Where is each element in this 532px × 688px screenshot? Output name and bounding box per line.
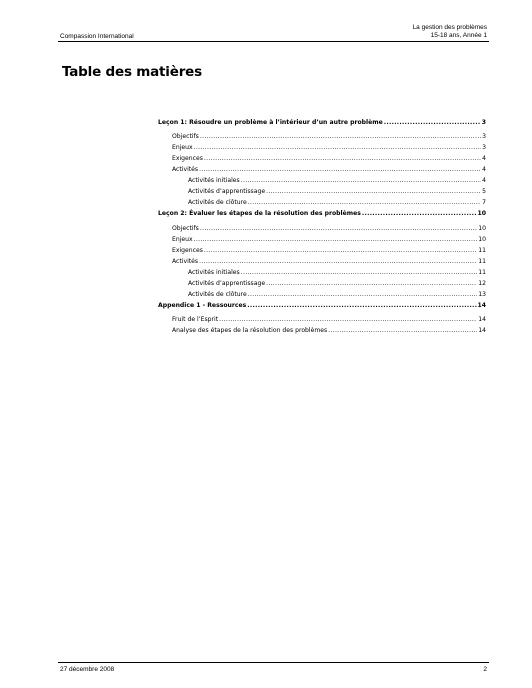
toc-entry-page: 11 xyxy=(478,269,486,276)
toc-entry-title: Exigences xyxy=(172,155,203,162)
toc-dot-leader xyxy=(362,210,477,217)
toc-dot-leader xyxy=(219,316,477,323)
toc-entry-page: 12 xyxy=(478,280,486,287)
toc-entry-title: Activités de clôture xyxy=(188,291,247,298)
toc-entry[interactable] xyxy=(158,144,486,153)
toc-entry[interactable] xyxy=(158,225,486,234)
toc-dot-leader xyxy=(194,144,481,151)
toc-entry-page: 3 xyxy=(482,133,486,140)
toc-dot-leader xyxy=(241,269,478,276)
toc-entry[interactable] xyxy=(158,188,486,197)
toc-dot-leader xyxy=(247,302,476,309)
toc-entry[interactable] xyxy=(158,327,486,336)
toc-dot-leader xyxy=(266,188,481,195)
toc-entry-page: 4 xyxy=(482,166,486,173)
toc-entry-page: 11 xyxy=(478,247,486,254)
toc-entry-title: Activités d’apprentissage xyxy=(188,188,266,195)
toc-entry-title: Analyse des étapes de la résolution des problèmes xyxy=(172,327,328,334)
toc-entry[interactable] xyxy=(158,258,486,267)
toc-entry-title: Exigences xyxy=(172,247,203,254)
toc-entry[interactable] xyxy=(158,166,486,175)
toc-dot-leader xyxy=(204,247,477,254)
toc-entry-title: Enjeux xyxy=(172,144,193,151)
page-footer xyxy=(58,662,489,675)
toc-dot-leader xyxy=(241,177,481,184)
toc-entry-title: Activités de clôture xyxy=(188,199,247,206)
toc-entry-page: 5 xyxy=(482,188,486,195)
toc-entry-page: 14 xyxy=(478,316,486,323)
toc-entry-page: 13 xyxy=(478,291,486,298)
toc-entry[interactable] xyxy=(158,291,486,300)
toc-entry-page: 14 xyxy=(478,327,486,334)
toc-dot-leader xyxy=(384,119,481,126)
toc-dot-leader xyxy=(248,291,477,298)
toc-entry-title: Enjeux xyxy=(172,236,193,243)
toc-entry-page: 4 xyxy=(482,177,486,184)
toc-entry-page: 7 xyxy=(482,199,486,206)
document-audience: 15-18 ans, Année 1 xyxy=(430,32,487,39)
toc-dot-leader xyxy=(248,199,481,206)
toc-entry[interactable] xyxy=(158,280,486,289)
toc-entry-title: Activités initiales xyxy=(188,269,240,276)
toc-dot-leader xyxy=(200,225,477,232)
toc-entry[interactable] xyxy=(158,236,486,245)
toc-entry-title: Fruit de l’Esprit xyxy=(172,316,219,323)
document-topic: La gestion des problèmes xyxy=(412,24,487,31)
toc-entry-page: 3 xyxy=(482,144,486,151)
toc-entry-title: Objectifs xyxy=(172,133,199,140)
toc-entry-page: 11 xyxy=(478,258,486,265)
toc-entry-title: Objectifs xyxy=(172,225,199,232)
toc-dot-leader xyxy=(204,155,481,162)
toc-entry-page: 10 xyxy=(478,225,486,232)
toc-entry-page: 14 xyxy=(477,302,486,309)
toc-entry[interactable] xyxy=(158,133,486,142)
footer-date: 27 décembre 2008 xyxy=(60,666,115,673)
organization-name: Compassion International xyxy=(60,33,134,40)
toc-entry[interactable] xyxy=(158,155,486,164)
toc-dot-leader xyxy=(266,280,477,287)
toc-entry-title: Leçon 1: Résoudre un problème à l’intérieur d’un autre problème xyxy=(158,119,383,126)
toc-entry[interactable] xyxy=(158,119,486,128)
toc-entry-page: 10 xyxy=(478,236,486,243)
document-subtitle xyxy=(413,24,487,40)
page-header xyxy=(58,22,489,42)
toc-entry-title: Appendice 1 - Ressources xyxy=(158,302,247,309)
toc-entry[interactable] xyxy=(158,269,486,278)
toc-entry[interactable] xyxy=(158,177,486,186)
toc-entry-title: Activités d’apprentissage xyxy=(188,280,266,287)
toc-dot-leader xyxy=(328,327,477,334)
toc-dot-leader xyxy=(199,258,477,265)
toc-dot-leader xyxy=(200,133,481,140)
toc-entry[interactable] xyxy=(158,210,486,219)
toc-entry[interactable] xyxy=(158,247,486,256)
page-title: Table des matières xyxy=(62,64,202,80)
toc-entry[interactable] xyxy=(158,302,486,311)
toc-entry-title: Activités xyxy=(172,258,199,265)
footer-page-number: 2 xyxy=(483,666,487,673)
toc-entry-page: 10 xyxy=(477,210,486,217)
toc-entry-page: 4 xyxy=(482,155,486,162)
toc-dot-leader xyxy=(194,236,478,243)
toc-entry-title: Activités initiales xyxy=(188,177,240,184)
toc-entry[interactable] xyxy=(158,316,486,325)
toc-entry-title: Activités xyxy=(172,166,199,173)
toc-entry[interactable] xyxy=(158,199,486,208)
toc-dot-leader xyxy=(199,166,481,173)
toc-entry-title: Leçon 2: Évaluer les étapes de la résolution des problèmes xyxy=(158,210,361,217)
toc-entry-page: 3 xyxy=(481,119,486,126)
